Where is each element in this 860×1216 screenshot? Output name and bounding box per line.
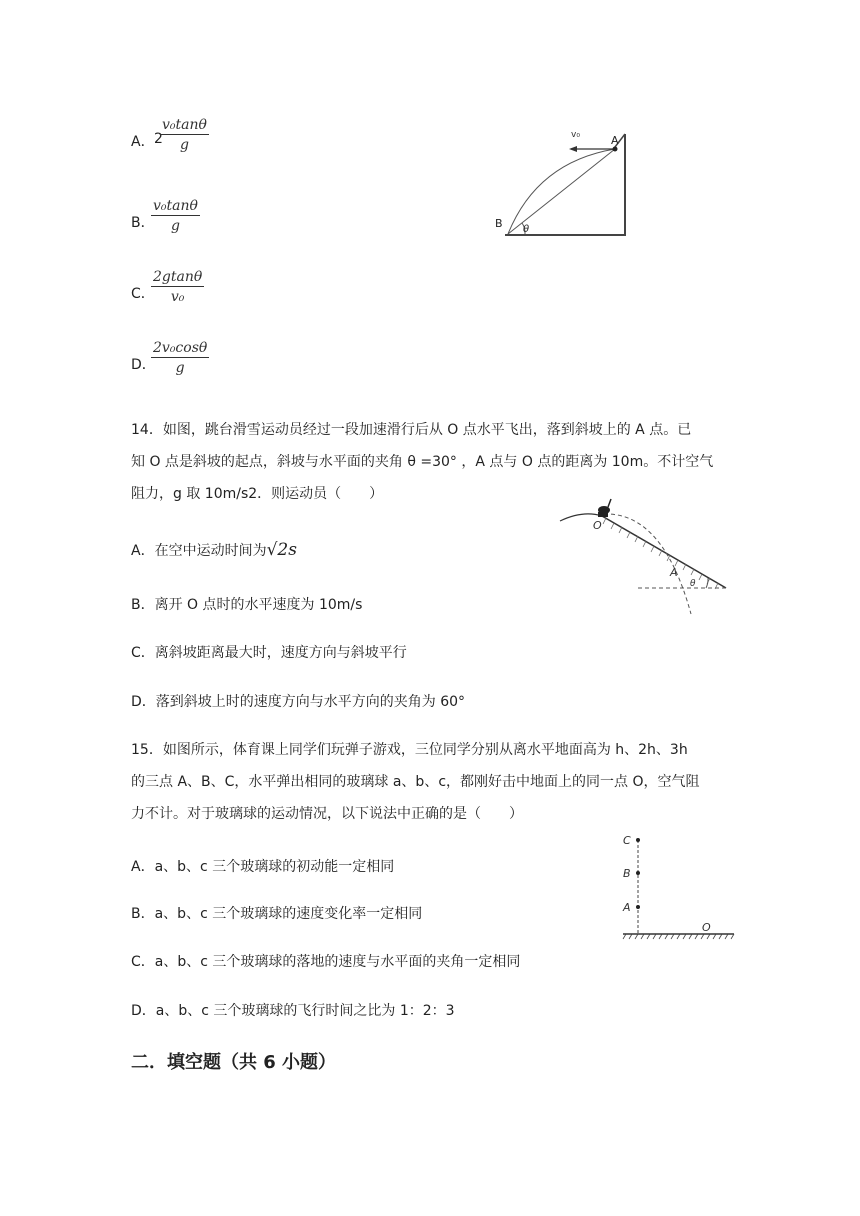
q15-figure-label-c: C: [623, 834, 631, 847]
q13-option-b-numerator: v₀tanθ: [153, 198, 198, 214]
q13-figure-label-b: B: [495, 217, 503, 230]
q14-figure-label-o: O: [593, 519, 602, 532]
q14-option-b: B．离开 O 点时的水平速度为 10m/s: [131, 597, 363, 613]
q14-option-a: [131, 540, 297, 560]
q13-figure: [495, 122, 635, 244]
q13-option-a-fraction: [160, 117, 209, 153]
q15-stem-line-1: 15．如图所示，体育课上同学们玩弹子游戏，三位同学分别从离水平地面高为 h、2h、3h: [131, 742, 688, 758]
q14-option-c: C．离斜坡距离最大时，速度方向与斜坡平行: [131, 645, 407, 661]
q13-option-b-fraction: [151, 198, 200, 234]
q15-option-c: C．a、b、c 三个玻璃球的落地的速度与水平面的夹角一定相同: [131, 954, 521, 970]
q13-option-c-label: C．: [131, 286, 155, 302]
q13-option-a-numerator: v₀tanθ: [162, 117, 207, 133]
q15-stem-line-3: 力不计。对于玻璃球的运动情况，以下说法中正确的是（ ）: [131, 806, 523, 822]
q13-option-a-denominator: g: [179, 137, 189, 153]
q13-option-d-numerator: 2v₀cosθ: [153, 340, 208, 356]
q15-figure-label-a: A: [623, 901, 631, 914]
q13-figure-label-v0: v₀: [571, 130, 580, 140]
q13-option-c-fraction: [151, 269, 204, 305]
q13-option-a: [131, 131, 155, 151]
q15-option-a: A．a、b、c 三个玻璃球的初动能一定相同: [131, 859, 395, 875]
q14-figure-label-a: A: [670, 566, 678, 579]
q13-figure-label-a: A: [611, 134, 619, 147]
q15-figure: [618, 828, 736, 944]
q14-stem-line-3: 阻力，g 取 10m/s2．则运动员（ ）: [131, 486, 384, 502]
q15-stem-line-2: 的三点 A、B、C，水平弹出相同的玻璃球 a、b、c，都刚好击中地面上的同一点 O，空气阻: [131, 774, 700, 790]
q13-option-a-label: A．: [131, 134, 155, 150]
q14-figure-label-theta: θ: [690, 579, 696, 589]
q14-option-a-value: √2s: [266, 540, 297, 560]
section-heading: 二．填空题（共 6 小题）: [131, 1052, 337, 1073]
q15-stem: [131, 734, 731, 830]
q14-figure: [558, 496, 730, 618]
q15-option-d: D．a、b、c 三个玻璃球的飞行时间之比为 1：2：3: [131, 1003, 455, 1019]
q13-option-d-denominator: g: [175, 360, 185, 376]
q13-option-b-label: B．: [131, 215, 155, 231]
q14-stem-line-1: 14．如图，跳台滑雪运动员经过一段加速滑行后从 O 点水平飞出，落到斜坡上的 A 点。已: [131, 422, 692, 438]
q13-option-d-fraction: [151, 340, 209, 376]
q14-option-d: D．落到斜坡上时的速度方向与水平方向的夹角为 60°: [131, 694, 466, 710]
q13-option-a-coef: 2: [154, 131, 163, 147]
q15-figure-label-o: O: [702, 921, 711, 934]
q13-option-c-numerator: 2gtanθ: [153, 269, 203, 285]
q13-option-d-label: D．: [131, 357, 156, 373]
q14-option-a-text: A．在空中运动时间为: [131, 543, 267, 559]
q13-option-c-denominator: v₀: [170, 289, 185, 305]
q15-option-b: B．a、b、c 三个玻璃球的速度变化率一定相同: [131, 906, 423, 922]
q15-figure-label-b: B: [623, 867, 631, 880]
q13-option-b-denominator: g: [170, 218, 180, 234]
q13-figure-label-theta: θ: [523, 224, 530, 235]
q14-stem-line-2: 知 O 点是斜坡的起点，斜坡与水平面的夹角 θ =30° ，A 点与 O 点的距离为 10m。不计空气: [131, 454, 714, 470]
